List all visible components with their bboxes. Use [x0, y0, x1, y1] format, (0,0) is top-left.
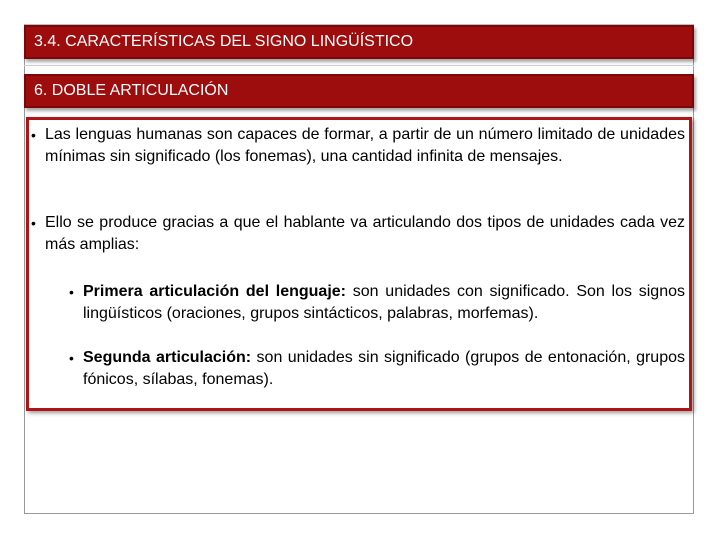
- list-item: [31, 212, 685, 256]
- bullet-icon: •: [69, 350, 74, 366]
- sub-list-item: [69, 347, 686, 391]
- sub-list-item-text: son unidades sin significado (grupos de entonación, grupos fónicos, sílabas, fonemas).: [83, 349, 686, 388]
- subsection-title-bar: [24, 74, 694, 108]
- sub-list-item: [69, 281, 685, 325]
- section-title-bar: [24, 25, 694, 59]
- sub-list-item-text: son unidades con significado. Son los signos lingüísticos (oraciones, grupos sintácticos, palabras, morfemas).: [83, 283, 685, 322]
- divider: [24, 65, 694, 66]
- list-item: [31, 124, 685, 168]
- sub-list-item-term: Primera articulación del lenguaje:: [83, 283, 346, 300]
- bullet-icon: •: [31, 127, 36, 143]
- sub-list-item-term: Segunda articulación:: [83, 349, 252, 366]
- section-title: 3.4. CARACTERÍSTICAS DEL SIGNO LINGÜÍSTICO: [34, 33, 414, 50]
- bullet-icon: •: [69, 284, 74, 300]
- bullet-icon: •: [31, 215, 36, 231]
- list-item-text: Las lenguas humanas son capaces de formar, a partir de un número limitado de unidades mínimas sin significado (los fonemas), una cantidad infinita de mensajes.: [45, 126, 685, 165]
- subsection-title: 6. DOBLE ARTICULACIÓN: [34, 82, 229, 99]
- list-item-text: Ello se produce gracias a que el hablante va articulando dos tipos de unidades cada vez más amplias:: [45, 214, 685, 253]
